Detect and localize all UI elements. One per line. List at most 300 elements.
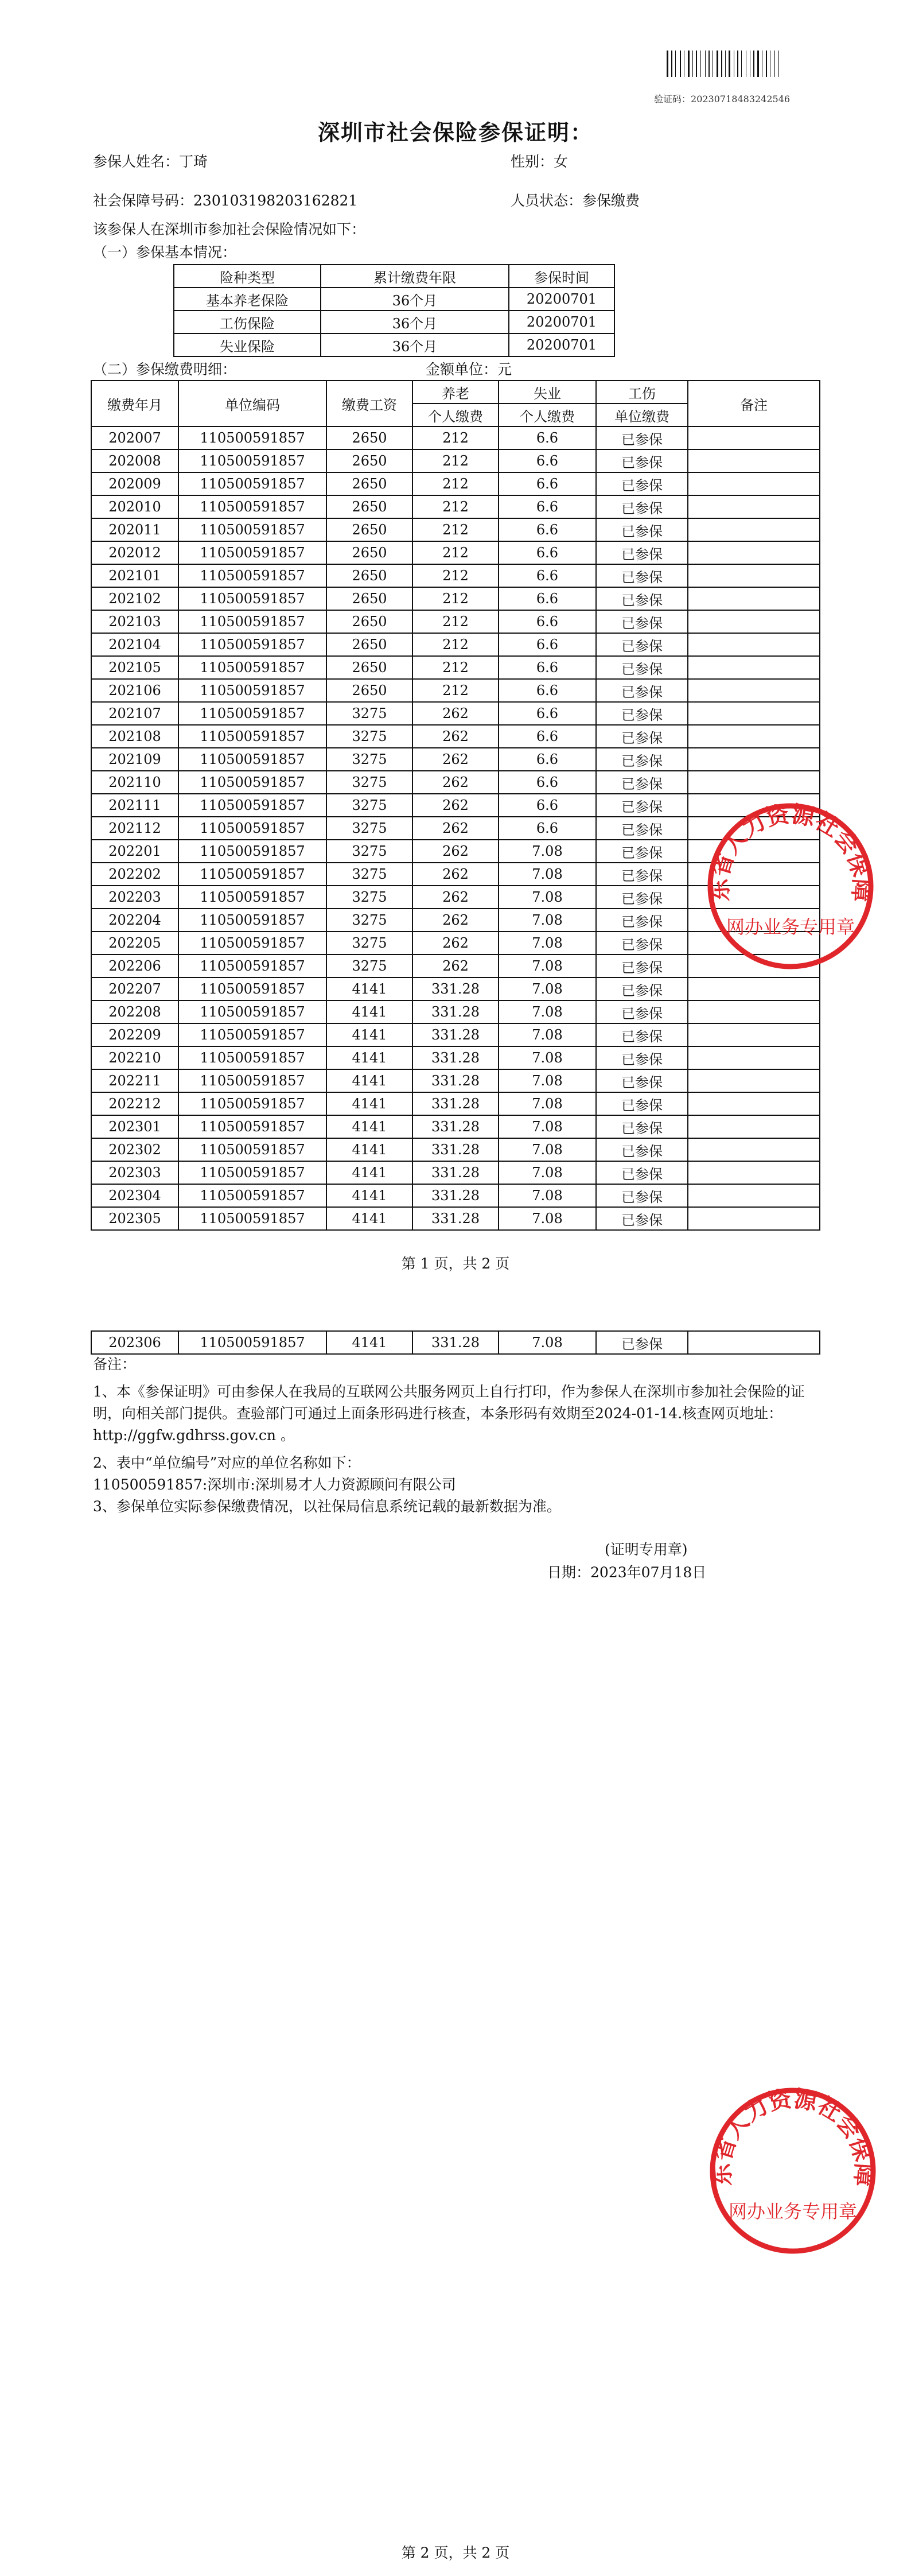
table-cell: 2650: [326, 426, 412, 449]
table-cell: [688, 656, 820, 679]
table-cell: 2650: [326, 541, 412, 564]
basic-info-table: [173, 264, 615, 357]
table-row: [91, 771, 820, 794]
table-cell: 6.6: [499, 725, 596, 748]
table-cell: 202007: [91, 426, 178, 449]
table-cell: 262: [412, 794, 499, 817]
table-cell: 2650: [326, 449, 412, 472]
table-row: [91, 1161, 820, 1184]
table-cell: 202302: [91, 1138, 178, 1161]
table-cell: 110500591857: [178, 886, 326, 909]
table-cell: 202306: [91, 1331, 178, 1354]
table-cell: 202012: [91, 541, 178, 564]
table-cell: 110500591857: [178, 518, 326, 541]
table-cell: 212: [412, 679, 499, 702]
table-cell: 已参保: [596, 449, 688, 472]
table-cell: 2650: [326, 518, 412, 541]
table-cell: 6.6: [499, 748, 596, 771]
table-row: [91, 1207, 820, 1230]
table-cell: 331.28: [412, 1331, 499, 1354]
table-cell: 262: [412, 725, 499, 748]
table-cell: 331.28: [412, 977, 499, 1000]
table-cell: 202106: [91, 679, 178, 702]
table-row: [91, 1184, 820, 1207]
contribution-table-continued: [91, 1330, 820, 1355]
table-cell: 110500591857: [178, 817, 326, 840]
table-cell: 36个月: [321, 333, 509, 356]
table-cell: 110500591857: [178, 794, 326, 817]
table-cell: 110500591857: [178, 1000, 326, 1023]
table-cell: 202103: [91, 610, 178, 633]
name-row: [93, 150, 208, 171]
table-cell: 已参保: [596, 1092, 688, 1115]
table-cell: [688, 1184, 820, 1207]
table-cell: 110500591857: [178, 909, 326, 932]
table-cell: 331.28: [412, 1046, 499, 1069]
table-cell: [688, 1115, 820, 1138]
table-cell: 212: [412, 472, 499, 495]
table-cell: 6.6: [499, 610, 596, 633]
table-cell: 202102: [91, 587, 178, 610]
table-cell: 3275: [326, 748, 412, 771]
table-cell: 110500591857: [178, 610, 326, 633]
table-row: [174, 333, 614, 356]
header-wage: 缴费工资: [326, 381, 412, 426]
table-cell: [688, 472, 820, 495]
table-cell: 失业保险: [174, 333, 321, 356]
table-cell: 212: [412, 587, 499, 610]
table-cell: 3275: [326, 932, 412, 955]
table-cell: 212: [412, 495, 499, 518]
table-cell: 262: [412, 702, 499, 725]
table-cell: 110500591857: [178, 1115, 326, 1138]
table-cell: 已参保: [596, 633, 688, 656]
table-cell: 3275: [326, 771, 412, 794]
table-cell: 202101: [91, 564, 178, 587]
barcode-bar: [675, 51, 676, 77]
table-cell: 331.28: [412, 1138, 499, 1161]
table-cell: 已参保: [596, 863, 688, 886]
table-cell: 110500591857: [178, 1331, 326, 1354]
table-cell: 202202: [91, 863, 178, 886]
header-cell: 参保时间: [509, 265, 614, 288]
table-cell: 7.08: [499, 840, 596, 863]
table-row: [91, 748, 820, 771]
gender-value: 女: [554, 153, 569, 170]
table-cell: 262: [412, 886, 499, 909]
table-cell: [688, 426, 820, 449]
table-cell: 262: [412, 863, 499, 886]
verify-label: 验证码：: [654, 94, 691, 104]
barcode-bar: [768, 51, 769, 77]
table-cell: 7.08: [499, 1069, 596, 1092]
header-pension: 养老: [412, 381, 499, 404]
barcode-bar: [667, 51, 668, 77]
table-cell: [688, 564, 820, 587]
table-cell: 110500591857: [178, 955, 326, 977]
table-cell: 331.28: [412, 1184, 499, 1207]
table-cell: 已参保: [596, 495, 688, 518]
table-cell: 202301: [91, 1115, 178, 1138]
table-cell: 202107: [91, 702, 178, 725]
table-cell: 4141: [326, 1092, 412, 1115]
table-cell: 36个月: [321, 311, 509, 333]
table-cell: [688, 679, 820, 702]
table-cell: 110500591857: [178, 1069, 326, 1092]
table-cell: 已参保: [596, 1331, 688, 1354]
table-cell: 已参保: [596, 564, 688, 587]
table-cell: 202111: [91, 794, 178, 817]
table-row: [91, 633, 820, 656]
table-cell: 262: [412, 840, 499, 863]
table-cell: 2650: [326, 587, 412, 610]
table-cell: [688, 1207, 820, 1230]
table-cell: 110500591857: [178, 771, 326, 794]
barcode-bar: [688, 51, 690, 77]
table-row: [91, 495, 820, 518]
table-cell: 202210: [91, 1046, 178, 1069]
note-1: 1、本《参保证明》可由参保人在我局的互联网公共服务网页上自行打印，作为参保人在深圳市参加社会保险的证明，向相关部门提供。查验部门可通过上面条形码进行核查，本条形码有效期至2024-01-14.核查网页地址：http://ggfw.gdhrss.gov.cn 。: [93, 1383, 805, 1444]
table-cell: 262: [412, 817, 499, 840]
table-cell: 110500591857: [178, 656, 326, 679]
table-row: [91, 1000, 820, 1023]
table-cell: 已参保: [596, 656, 688, 679]
table-cell: 262: [412, 955, 499, 977]
table-cell: 已参保: [596, 794, 688, 817]
table-cell: 3275: [326, 886, 412, 909]
table-cell: [688, 748, 820, 771]
seal-icon: [704, 800, 877, 972]
barcode-bar: [729, 51, 730, 77]
date-value: 2023年07月18日: [590, 1564, 707, 1581]
table-cell: 202109: [91, 748, 178, 771]
table-cell: 6.6: [499, 702, 596, 725]
table-cell: 110500591857: [178, 1184, 326, 1207]
table-cell: 202008: [91, 449, 178, 472]
header-injury: 工伤: [596, 381, 688, 404]
table-cell: 262: [412, 932, 499, 955]
table-cell: 331.28: [412, 1207, 499, 1230]
barcode-bar: [735, 51, 736, 77]
table-cell: 6.6: [499, 633, 596, 656]
table-cell: 3275: [326, 794, 412, 817]
table-cell: 212: [412, 541, 499, 564]
table-cell: [688, 518, 820, 541]
table-cell: 2650: [326, 564, 412, 587]
table-cell: 3275: [326, 955, 412, 977]
table-cell: 4141: [326, 1046, 412, 1069]
table-cell: [688, 633, 820, 656]
table-cell: 331.28: [412, 1069, 499, 1092]
table-cell: 110500591857: [178, 633, 326, 656]
seal-note: (证明专用章): [605, 1541, 688, 1558]
table-cell: 4141: [326, 1184, 412, 1207]
table-cell: 110500591857: [178, 1161, 326, 1184]
table-cell: 已参保: [596, 909, 688, 932]
table-cell: 4141: [326, 1069, 412, 1092]
table-cell: 4141: [326, 1207, 412, 1230]
table-row: [91, 587, 820, 610]
barcode-bar: [677, 51, 679, 77]
status-label: 人员状态：: [511, 192, 583, 209]
table-cell: 110500591857: [178, 495, 326, 518]
table-cell: 已参保: [596, 679, 688, 702]
table-cell: 6.6: [499, 794, 596, 817]
table-cell: 7.08: [499, 1138, 596, 1161]
table-row: [91, 702, 820, 725]
table-cell: 331.28: [412, 1115, 499, 1138]
table-cell: 已参保: [596, 1069, 688, 1092]
svg-text:广东省人力资源社会保障厅: [704, 800, 875, 903]
table-cell: 已参保: [596, 518, 688, 541]
table-cell: 110500591857: [178, 1138, 326, 1161]
table-cell: 36个月: [321, 288, 509, 311]
table-cell: 110500591857: [178, 679, 326, 702]
table-cell: 202009: [91, 472, 178, 495]
table-cell: 110500591857: [178, 564, 326, 587]
table-cell: 110500591857: [178, 932, 326, 955]
table-cell: 7.08: [499, 1000, 596, 1023]
table-cell: 已参保: [596, 725, 688, 748]
table-cell: 110500591857: [178, 1092, 326, 1115]
table-cell: 20200701: [509, 288, 614, 311]
table-cell: [688, 1331, 820, 1354]
table-cell: [688, 587, 820, 610]
table-cell: 已参保: [596, 702, 688, 725]
barcode-bar: [702, 51, 704, 77]
official-seal-stamp: [704, 800, 877, 972]
note-3: 3、参保单位实际参保缴费情况，以社保局信息系统记载的最新数据为准。: [93, 1498, 561, 1515]
table-cell: [688, 771, 820, 794]
barcode-bar: [721, 51, 722, 77]
table-cell: 已参保: [596, 1046, 688, 1069]
stamp-bottom-text: 网办业务专用章: [728, 2201, 858, 2222]
table-row: [91, 518, 820, 541]
table-cell: 已参保: [596, 610, 688, 633]
table-cell: 已参保: [596, 1184, 688, 1207]
table-row: [91, 564, 820, 587]
table-cell: 已参保: [596, 840, 688, 863]
name-value: 丁琦: [179, 153, 208, 170]
table-cell: [688, 1161, 820, 1184]
section2-title: （二）参保缴费明细：: [93, 361, 237, 378]
table-cell: 7.08: [499, 1207, 596, 1230]
table-cell: 6.6: [499, 495, 596, 518]
table-cell: [688, 449, 820, 472]
intro-text: 该参保人在深圳市参加社会保险情况如下：: [93, 221, 366, 238]
table-cell: 2650: [326, 495, 412, 518]
barcode-bar: [760, 51, 761, 77]
table-cell: [688, 610, 820, 633]
barcode-bar: [669, 51, 670, 77]
barcode-bar: [731, 51, 733, 77]
table-cell: 7.08: [499, 886, 596, 909]
table-cell: 202110: [91, 771, 178, 794]
date-label: 日期：: [547, 1564, 591, 1581]
barcode-bar: [737, 51, 738, 77]
verify-code: [654, 92, 790, 105]
table-header-row: [91, 381, 820, 404]
barcode: [667, 51, 819, 77]
table-cell: 6.6: [499, 587, 596, 610]
barcode-bar: [764, 51, 765, 77]
barcode-bar: [723, 51, 724, 77]
table-cell: 已参保: [596, 1161, 688, 1184]
table-row: [91, 1115, 820, 1138]
table-cell: 110500591857: [178, 1207, 326, 1230]
table-cell: 202211: [91, 1069, 178, 1092]
table-cell: 已参保: [596, 1207, 688, 1230]
barcode-bar: [714, 51, 715, 77]
table-cell: 212: [412, 449, 499, 472]
table-cell: [688, 541, 820, 564]
note-2: 2、表中“单位编号”对应的单位名称如下：: [93, 1454, 361, 1471]
table-cell: 110500591857: [178, 541, 326, 564]
table-cell: 3275: [326, 817, 412, 840]
table-cell: 2650: [326, 610, 412, 633]
table-cell: 212: [412, 610, 499, 633]
table-cell: 110500591857: [178, 587, 326, 610]
barcode-bar: [708, 51, 710, 77]
table-cell: 已参保: [596, 426, 688, 449]
table-cell: 7.08: [499, 955, 596, 977]
table-cell: 212: [412, 518, 499, 541]
table-cell: 4141: [326, 977, 412, 1000]
table-cell: 212: [412, 426, 499, 449]
table-cell: 202212: [91, 1092, 178, 1115]
barcode-bar: [776, 51, 777, 77]
table-cell: 工伤保险: [174, 311, 321, 333]
table-cell: [688, 1138, 820, 1161]
table-cell: 202205: [91, 932, 178, 955]
table-cell: 110500591857: [178, 863, 326, 886]
table-cell: [688, 725, 820, 748]
barcode-bar: [748, 51, 749, 77]
table-cell: 110500591857: [178, 472, 326, 495]
status-value: 参保缴费: [582, 192, 640, 209]
verify-value: 20230718483242546: [691, 94, 791, 104]
table-cell: 已参保: [596, 932, 688, 955]
table-row: [91, 541, 820, 564]
table-cell: 202206: [91, 955, 178, 977]
barcode-bar: [692, 51, 693, 77]
status-row: [511, 189, 640, 210]
table-cell: 2650: [326, 633, 412, 656]
table-cell: 4141: [326, 1331, 412, 1354]
svg-text:广东省人力资源社会保障厅: [707, 2085, 877, 2187]
header-personal: 个人缴费: [499, 404, 596, 426]
table-cell: 2650: [326, 679, 412, 702]
barcode-bar: [774, 51, 775, 77]
table-row: [91, 610, 820, 633]
official-seal-stamp-2: [707, 2085, 879, 2257]
table-cell: 212: [412, 564, 499, 587]
barcode-bar: [671, 51, 672, 77]
table-row: [91, 725, 820, 748]
table-cell: 3275: [326, 909, 412, 932]
table-cell: 110500591857: [178, 449, 326, 472]
table-row: [174, 288, 614, 311]
table-row: [91, 679, 820, 702]
table-cell: 202108: [91, 725, 178, 748]
barcode-bar: [743, 51, 745, 77]
name-label: 参保人姓名：: [93, 153, 180, 170]
stamp-top-text: 东省人力资源社会保障: [706, 801, 875, 903]
table-cell: 262: [412, 909, 499, 932]
table-row: [91, 1069, 820, 1092]
table-cell: 110500591857: [178, 426, 326, 449]
table-cell: 20200701: [509, 311, 614, 333]
table-cell: 202105: [91, 656, 178, 679]
barcode-bar: [725, 51, 726, 77]
table-row: [91, 977, 820, 1000]
table-cell: 6.6: [499, 679, 596, 702]
table-cell: 7.08: [499, 1161, 596, 1184]
table-cell: 已参保: [596, 977, 688, 1000]
header-unemployment: 失业: [499, 381, 596, 404]
barcode-bar: [739, 51, 740, 77]
table-cell: 262: [412, 748, 499, 771]
table-cell: 4141: [326, 1161, 412, 1184]
table-cell: 202207: [91, 977, 178, 1000]
table-cell: 202304: [91, 1184, 178, 1207]
table-cell: 331.28: [412, 1092, 499, 1115]
table-cell: 已参保: [596, 1023, 688, 1046]
table-cell: 110500591857: [178, 725, 326, 748]
table-cell: 202104: [91, 633, 178, 656]
table-cell: 331.28: [412, 1161, 499, 1184]
table-cell: 已参保: [596, 541, 688, 564]
table-cell: 7.08: [499, 863, 596, 886]
gender-row: [511, 150, 568, 171]
barcode-bar: [680, 51, 681, 77]
header-unit-pay: 单位缴费: [596, 404, 688, 426]
table-cell: 202201: [91, 840, 178, 863]
table-row: [91, 1092, 820, 1115]
table-cell: 202305: [91, 1207, 178, 1230]
table-cell: [688, 702, 820, 725]
barcode-bar: [753, 51, 754, 77]
table-cell: 已参保: [596, 748, 688, 771]
table-row: [91, 426, 820, 449]
table-cell: 212: [412, 656, 499, 679]
table-cell: 已参保: [596, 472, 688, 495]
barcode-bar: [698, 51, 699, 77]
table-cell: 6.6: [499, 518, 596, 541]
table-cell: [688, 1046, 820, 1069]
table-cell: 202209: [91, 1023, 178, 1046]
table-cell: 212: [412, 633, 499, 656]
table-cell: 已参保: [596, 587, 688, 610]
ssn-label: 社会保障号码：: [93, 192, 194, 209]
table-cell: 已参保: [596, 886, 688, 909]
barcode-bar: [700, 51, 701, 77]
table-cell: 已参保: [596, 1000, 688, 1023]
table-cell: 6.6: [499, 817, 596, 840]
table-cell: 110500591857: [178, 840, 326, 863]
table-cell: 7.08: [499, 1331, 596, 1354]
table-cell: 6.6: [499, 472, 596, 495]
note-2-detail: 110500591857:深圳市:深圳易才人力资源顾问有限公司: [93, 1476, 456, 1493]
table-cell: 7.08: [499, 909, 596, 932]
table-cell: 202203: [91, 886, 178, 909]
table-cell: 202204: [91, 909, 178, 932]
table-row: [91, 449, 820, 472]
header-remark: 备注: [688, 381, 820, 426]
table-cell: 202010: [91, 495, 178, 518]
barcode-bar: [694, 51, 695, 77]
table-cell: 7.08: [499, 1115, 596, 1138]
